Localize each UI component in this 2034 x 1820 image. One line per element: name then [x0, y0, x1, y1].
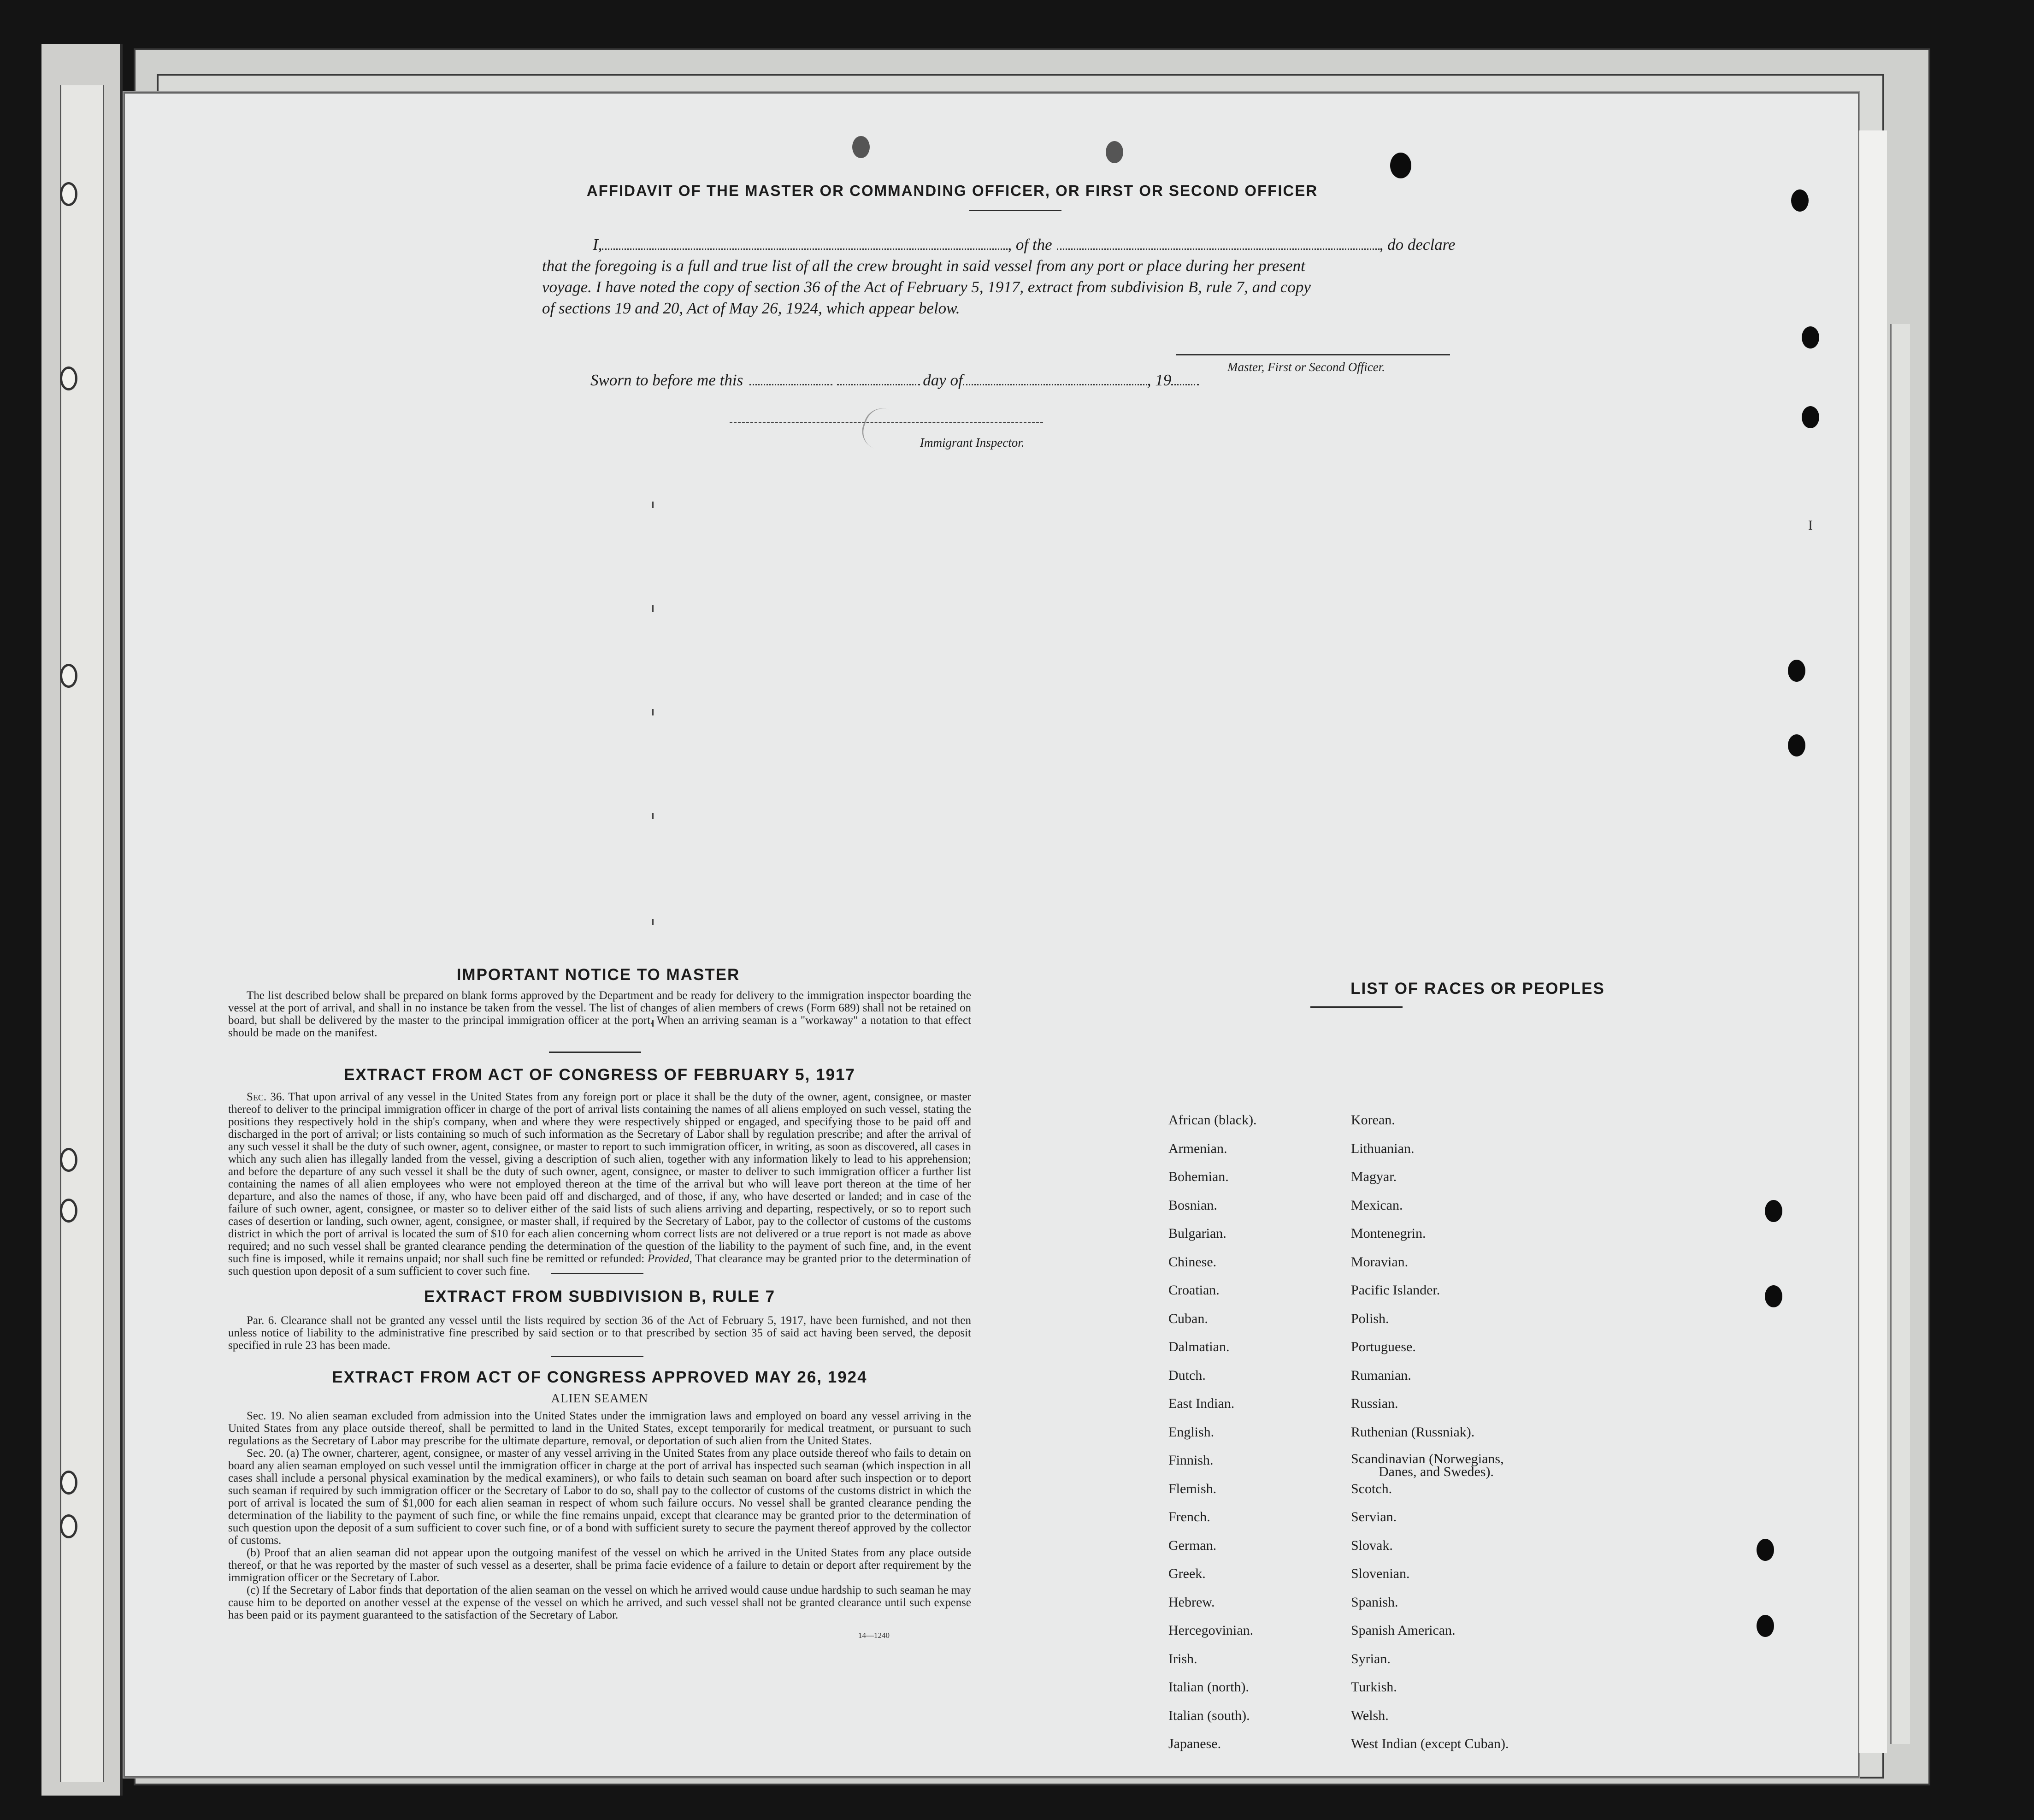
- vessel-field[interactable]: [1057, 248, 1380, 250]
- race-item: Scandinavian (Norwegians,: [1351, 1451, 1504, 1466]
- race-item: Dutch.: [1168, 1367, 1206, 1383]
- sworn-month-field[interactable]: [963, 384, 1147, 385]
- race-item: Hercegovinian.: [1168, 1623, 1254, 1638]
- sworn-line: [590, 371, 1199, 390]
- race-item: Welsh.: [1351, 1708, 1389, 1723]
- race-item: English.: [1168, 1424, 1215, 1440]
- punch-hole: [1765, 1200, 1782, 1222]
- notice-rule: [549, 1052, 641, 1053]
- punch-hole: [1788, 660, 1805, 682]
- race-item: Scotch.: [1351, 1481, 1392, 1496]
- race-item: Spanish American.: [1351, 1623, 1456, 1638]
- sec-36-provided: Provided,: [647, 1253, 692, 1265]
- race-item: West Indian (except Cuban).: [1351, 1736, 1509, 1751]
- race-item: Pacific Islander.: [1351, 1282, 1440, 1298]
- name-field[interactable]: [602, 248, 1008, 250]
- binder-hole: [60, 1514, 77, 1538]
- race-item: Spanish.: [1351, 1594, 1398, 1610]
- punch-hole: [1802, 406, 1819, 428]
- sec-20a-text: Sec. 20. (a) The owner, charterer, agent, consignee, or master of any vessel arriving in the United States from any place outside thereof who fails to detain on board any alien seaman employed on such vessel until the immigration officer in charge at the port of arrival has inspected such seaman (which inspection in all cases shall include a personal physical examination by the medical examiners), or who fails to detain such seaman on board after such inspection or to deport such seaman if required by such immigration officer or the Secretary of Labor to do so, shall pay to the collector of customs of the customs district in which the port of arrival is located the sum of $1,000 for each alien seaman in respect of whom such failure occurs. No vessel shall be granted clearance pending the determination of the liability to the payment of such fine, or while the fine remains unpaid, except that clearance may be granted prior to the determination of such question upon the deposit of a sum sufficient to cover such fine, or of a bond with sufficient surety to secure the payment thereof approved by the collector of customs.: [228, 1447, 971, 1547]
- affidavit-line-1: that the foregoing is a full and true list of all the crew brought in said vessel from any port or place during her present: [542, 257, 1305, 275]
- punch-hole: [1791, 189, 1809, 212]
- margin-mark: I: [1808, 518, 1813, 533]
- race-item: Turkish.: [1351, 1679, 1397, 1695]
- binder-hole: [60, 1199, 77, 1223]
- form-page: [124, 92, 1859, 1778]
- sec-19-text: Sec. 19. No alien seaman excluded from admission into the United States under the immigration laws and employed on board any vessel arriving in the United States from any place outside thereof, shall be permitted to land in the United States, except temporarily for medical treatment, or pursuant to such regulations as the Secretary of Labor may prescribe for the ultimate departure, removal, or deportation of such alien from the United States.: [228, 1410, 971, 1447]
- master-caption: Master, First or Second Officer.: [1227, 360, 1385, 374]
- race-item: Hebrew.: [1168, 1594, 1215, 1610]
- of-the-label: , of the: [1008, 236, 1052, 254]
- notice-body: The list described below shall be prepared on blank forms approved by the Department and be ready for delivery to the immigration inspector boarding the vessel at the port of arrival, and shall in no instance be taken from the vessel. The list of changes of alien members of crews (Form 689) shall not be retained on board, but shall be delivered by the master to the principal immigration officer at the port. When an arriving seaman is a "workaway" a notation to that effect should be made on the manifest.: [228, 989, 971, 1039]
- race-item: Chinese.: [1168, 1254, 1217, 1270]
- race-item: Korean.: [1351, 1112, 1395, 1128]
- race-item: Bohemian.: [1168, 1169, 1229, 1184]
- faint-mark: [652, 813, 654, 819]
- rule7-title: EXTRACT FROM SUBDIVISION B, RULE 7: [424, 1288, 776, 1306]
- rule7-body: Par. 6. Clearance shall not be granted any vessel until the lists required by section 36 of the Act of February 5, 1917, have been furnished, and not then unless notice of liability to the administrative fine prescribed by said section or to that prescribed by section 35 of said act having been served, the deposit specified in rule 23 has been made.: [228, 1314, 971, 1352]
- race-item: Cuban.: [1168, 1311, 1208, 1326]
- race-item: Moravian.: [1351, 1254, 1409, 1270]
- punch-hole: [1802, 326, 1819, 349]
- race-item: Montenegrin.: [1351, 1226, 1426, 1241]
- races-right-column: [1351, 1112, 1509, 1765]
- race-item: Flemish.: [1168, 1481, 1217, 1496]
- sec-36-label: Sec. 36.: [247, 1091, 285, 1103]
- race-item: French.: [1168, 1509, 1210, 1525]
- sec-36-end: That clearance may be granted prior to the determination of such question upon deposit of a sum sufficient to cover such fine.: [228, 1253, 972, 1277]
- punch-hole: [1390, 153, 1411, 178]
- binder-edge: [41, 44, 123, 1796]
- race-item: Portuguese.: [1351, 1339, 1416, 1354]
- race-item: Slovenian.: [1351, 1566, 1410, 1581]
- affidavit-line-2: voyage. I have noted the copy of section 36 of the Act of February 5, 1917, extract from subdivision B, rule 7, and copy: [542, 278, 1311, 296]
- punch-hole: [852, 136, 870, 158]
- sworn-year-field[interactable]: [1171, 384, 1199, 385]
- binder-hole: [60, 366, 77, 390]
- sworn-prefix: Sworn to before me this: [590, 371, 743, 389]
- sworn-day-field[interactable]: [749, 384, 832, 385]
- punch-hole: [1765, 1285, 1782, 1307]
- punch-hole: [1757, 1539, 1774, 1561]
- alien-seamen-subtitle: ALIEN SEAMEN: [551, 1391, 649, 1405]
- race-item: Russian.: [1351, 1396, 1398, 1411]
- race-item: East Indian.: [1168, 1396, 1235, 1411]
- affidavit-title-rule: [969, 210, 1061, 211]
- extract-1917-rule: [551, 1273, 643, 1274]
- race-item: Mexican.: [1351, 1197, 1403, 1213]
- binder-hole: [60, 1471, 77, 1495]
- race-item: Irish.: [1168, 1651, 1197, 1666]
- extract-1917-body: [228, 1091, 971, 1277]
- signature-scrawl: [857, 403, 924, 462]
- race-item: Dalmatian.: [1168, 1339, 1230, 1354]
- race-item: Slovak.: [1351, 1537, 1393, 1553]
- races-left-column: [1168, 1112, 1257, 1765]
- race-item: Syrian.: [1351, 1651, 1391, 1666]
- punch-hole: [1788, 734, 1805, 756]
- sec-20c-text: (c) If the Secretary of Labor finds that deportation of the alien seaman on the vessel on which he arrived would cause undue hardship to such seaman he may cause him to be deported on another vessel at the expense of the vessel on which he arrived, and such vessel shall not be granted clearance until such expense has been paid or its payment guaranteed to the satisfaction of the Secretary of Labor.: [228, 1584, 971, 1621]
- race-item: Bosnian.: [1168, 1197, 1217, 1213]
- punch-hole: [1757, 1615, 1774, 1637]
- extract-1924-title: EXTRACT FROM ACT OF CONGRESS APPROVED MAY 26, 1924: [332, 1368, 867, 1386]
- race-item: Italian (north).: [1168, 1679, 1249, 1695]
- faint-mark: [652, 709, 654, 715]
- sec-36-text: That upon arrival of any vessel in the United States from any foreign port or place it shall be the duty of the owner, agent, consignee, or master thereof to deliver to the principal immigration officer in charge of the port of arrival lists containing the names of all aliens employed on such vessel, stating the positions they respectively hold in the ship's company, when and where they were respectively shipped or engaged, and specifying those to be paid off and discharged in the port of arrival; or lists containing so much of such information as the Secretary of Labor shall by regulation prescribe; and after the arrival of any such vessel it shall be the duty of such owner, agent, consignee, or master to report to such immigration officer, in writing, as soon as discovered, all cases in which any such alien has illegally landed from the vessel, giving a description of such alien, together with any information likely to lead to his apprehension; and before the departure of any such vessel it shall be the duty of such owner, agent, consignee, or master to deliver to such immigration officer a further list containing the names of all alien employees who were not employed thereon at the time of the arrival but who will leave port thereon at the time of her departure, and also the names of those, if any, who have been paid off and discharged, and of those, if any, who have deserted or landed; and in case of the failure of such owner, agent, consignee, or master so to deliver either of the said lists of such aliens arriving and departing, respectively, or so to report such cases of desertion or landing, such owner, agent, consignee, or master shall, if required by the Secretary of Labor, pay to the collector of customs of the customs district in which the port of arrival is located the sum of $10 for each alien concerning whom correct lists are not delivered or a true report is not made as above required; and no such vessel shall be granted clearance pending the determination of the question of the liability to the payment of such fine, and, in the event such fine is imposed, while it remains unpaid; nor shall such fine be remitted or refunded:: [228, 1091, 971, 1265]
- extract-1917-title: EXTRACT FROM ACT OF CONGRESS OF FEBRUARY 5, 1917: [344, 1066, 855, 1084]
- sec-20b-text: (b) Proof that an alien seaman did not appear upon the outgoing manifest of the vessel on which he arrived in the United States from any place outside thereof, or that he was reported by the master of such vessel as a deserter, shall be prima facie evidence of a failure to detain or deport after requirement by the immigration officer or the Secretary of Labor.: [228, 1547, 971, 1584]
- binder-hole: [60, 182, 77, 206]
- affidavit-title: AFFIDAVIT OF THE MASTER OR COMMANDING OFFICER, OR FIRST OR SECOND OFFICER: [586, 182, 1318, 199]
- race-item: Croatian.: [1168, 1282, 1220, 1298]
- race-item: Rumanian.: [1351, 1367, 1411, 1383]
- page-edge: [1858, 130, 1887, 1753]
- races-title-rule: [1310, 1006, 1403, 1008]
- extract-1924-body: [228, 1410, 971, 1621]
- race-item: Greek.: [1168, 1566, 1206, 1581]
- race-item: Polish.: [1351, 1311, 1389, 1326]
- races-title: LIST OF RACES OR PEOPLES: [1350, 980, 1605, 998]
- race-item: German.: [1168, 1537, 1217, 1553]
- master-signature-line[interactable]: [1176, 354, 1450, 355]
- faint-mark: [652, 605, 654, 612]
- year-prefix: , 19: [1147, 371, 1172, 389]
- form-number: 14—1240: [858, 1631, 890, 1640]
- affidavit-line-0: [542, 234, 1621, 255]
- race-item: Japanese.: [1168, 1736, 1221, 1751]
- affidavit-i-label: I,: [593, 236, 602, 254]
- faint-mark: [652, 919, 654, 925]
- faint-mark: [652, 502, 654, 508]
- day-of-label: day of: [923, 371, 963, 389]
- binder-hole: [60, 664, 77, 688]
- race-item: African (black).: [1168, 1112, 1257, 1128]
- sworn-day-field-2[interactable]: [837, 384, 920, 385]
- race-item: Ruthenian (Russniak).: [1351, 1424, 1475, 1440]
- inspector-caption: Immigrant Inspector.: [920, 436, 1025, 449]
- race-item: Magyar.: [1351, 1169, 1397, 1184]
- race-item-scandinavian: [1351, 1453, 1509, 1481]
- race-item: Servian.: [1351, 1509, 1397, 1525]
- punch-hole: [1106, 141, 1123, 163]
- affidavit-statement: [542, 234, 1621, 319]
- race-item: Finnish.: [1168, 1453, 1214, 1468]
- affidavit-line-3: of sections 19 and 20, Act of May 26, 1924, which appear below.: [542, 299, 960, 317]
- race-item-continuation: Danes, and Swedes).: [1379, 1464, 1494, 1479]
- race-item: Lithuanian.: [1351, 1140, 1415, 1156]
- race-item: Bulgarian.: [1168, 1226, 1226, 1241]
- page-edge: [1890, 324, 1910, 1744]
- race-item: Italian (south).: [1168, 1708, 1250, 1723]
- notice-title: IMPORTANT NOTICE TO MASTER: [456, 966, 740, 984]
- race-item: Armenian.: [1168, 1140, 1227, 1156]
- binder-hole: [60, 1148, 77, 1172]
- do-declare-label: , do declare: [1379, 236, 1456, 254]
- rule7-rule: [551, 1356, 643, 1357]
